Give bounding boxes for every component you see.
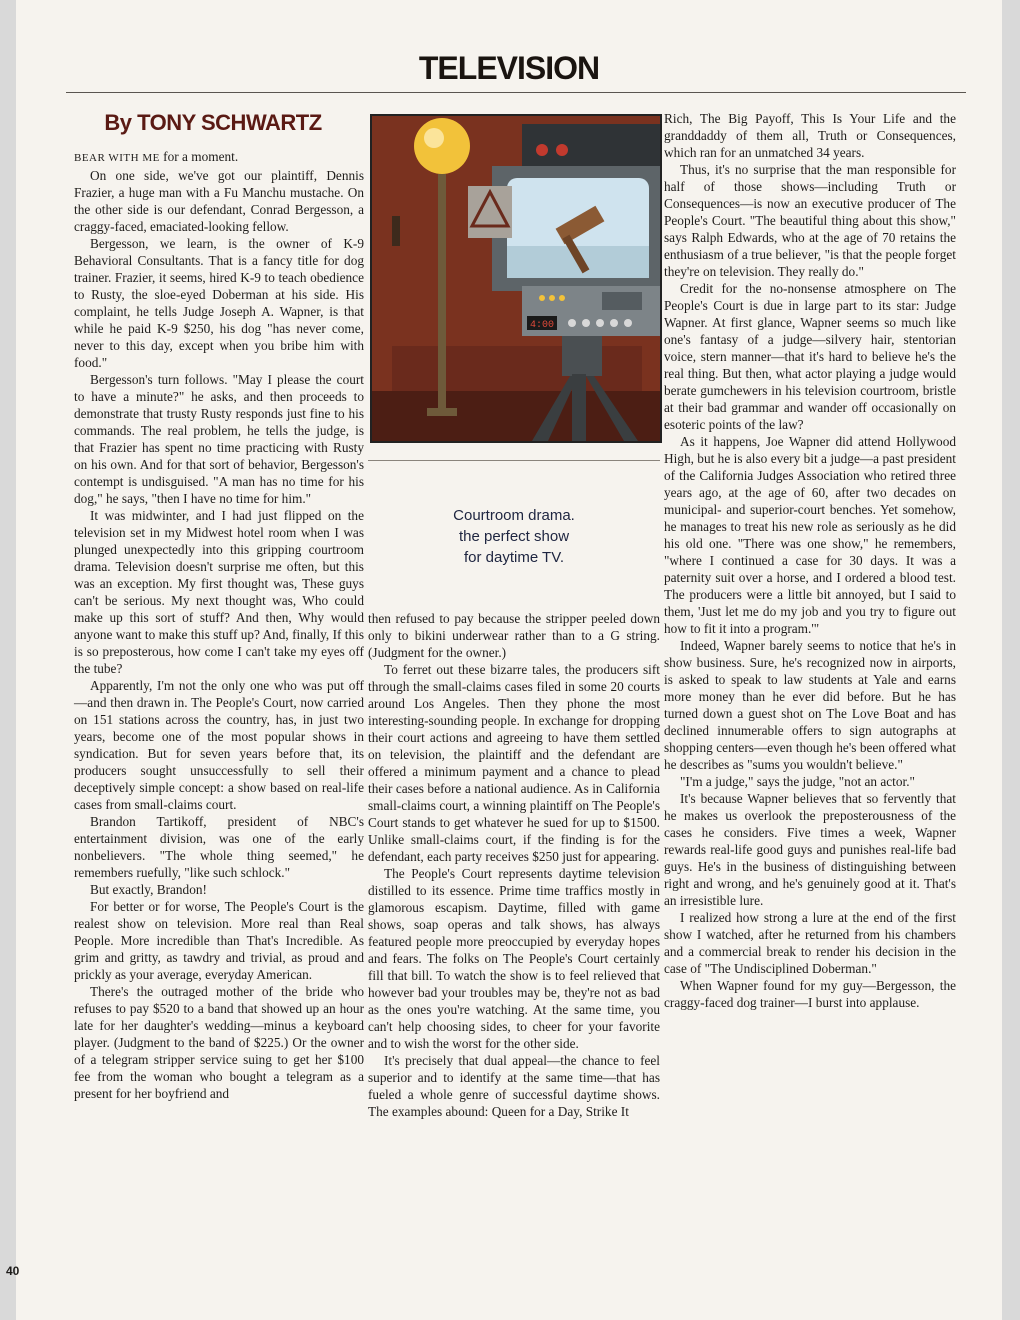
caption-rule-top bbox=[368, 460, 660, 461]
article-paragraph bbox=[664, 161, 956, 280]
article-paragraph bbox=[74, 677, 364, 813]
caption-line: for daytime TV. bbox=[463, 549, 565, 566]
paragraph-text: Brandon Tartikoff, president of NBC's entertainment division, was one of the early nonbelievers. "The whole thing seemed," he remembers ruefully, "like such schlock." bbox=[74, 814, 364, 880]
article-paragraph bbox=[74, 148, 364, 167]
paragraph-text: I realized how strong a lure at the end of the first show I watched, after he returned from his chambers and a commercial break to render his decision in the case of "The Undisciplined Doberman." bbox=[664, 910, 956, 976]
byline: By TONY SCHWARTZ bbox=[104, 110, 322, 135]
article-paragraph bbox=[74, 167, 364, 235]
article-paragraph bbox=[664, 977, 956, 1011]
paragraph-text: For better or for worse, The People's Court is the realest show on television. More real than Real People. More incredible than That's Incredible. As grim and gritty, as tawdry and trivial, as proud and prickly as your average, everyday American. bbox=[74, 899, 364, 982]
article-paragraph bbox=[74, 813, 364, 881]
article-paragraph bbox=[664, 790, 956, 909]
paragraph-text: Bergesson's turn follows. "May I please the court to have a minute?" he asks, and then proceeds to demonstrate that trusty Rusty responds just fine to his commands. The real problem, he tells the judge, is that Frazier has spent no time practicing with Rusty on his own. And for that sort of behavior, Bergesson's contempt is undisguised. "A man has no time for his dog," he says, "then I have no time for him." bbox=[74, 372, 364, 506]
article-paragraph bbox=[368, 610, 660, 661]
article-paragraph bbox=[74, 983, 364, 1102]
article-column-2 bbox=[368, 610, 660, 1120]
magazine-page bbox=[16, 0, 1002, 1320]
article-paragraph bbox=[368, 1052, 660, 1120]
paragraph-text: Rich, The Big Payoff, This Is Your Life and the granddaddy of them all, Truth or Consequences, which ran for an unmatched 34 years. bbox=[664, 111, 956, 160]
paragraph-text: As it happens, Joe Wapner did attend Hollywood High, but he is also every bit a judge—a past president of the California Judges Association who retired three years ago, at the age of 60, after two decades on municipal- and superior-court benches. Yet somehow, he manages to treat his new role as seriously as he did his old one. "There was one show," he remembers, "where I continued a case for 30 days. It was a paternity suit over a horse, and I ordered a blood test. The producers were a little bit annoyed, but I said to them, 'Just let me do my job and you try to figure out how to fit it into a program.'" bbox=[664, 434, 956, 636]
page-number: 40 bbox=[6, 1264, 20, 1278]
header-rule bbox=[66, 92, 966, 93]
caption-line: the perfect show bbox=[458, 528, 570, 545]
paragraph-text: Apparently, I'm not the only one who was put off—and then drawn in. The People's Court, now carried on 151 stations across the country, has, in just two years, become one of the most popular shows in syndication. But for seven years before that, its producers sought unsuccessfully to sell their deceptively simple concept: a show based on real-life cases from small-claims court. bbox=[74, 678, 364, 812]
article-paragraph bbox=[74, 371, 364, 507]
article-paragraph bbox=[664, 110, 956, 161]
tripod bbox=[562, 336, 602, 376]
paragraph-text: There's the outraged mother of the bride who refuses to pay $520 to a band that showed up an hour late for her daughter's wedding—minus a keyboard player. (Judgment to the band of $225.) Or the owner of a telegram stripper service suing to get her $100 fee from the woman who bought a telegram as a present for her boyfriend and bbox=[74, 984, 364, 1101]
article-paragraph bbox=[664, 280, 956, 433]
paragraph-text: The People's Court represents daytime television distilled to its essence. Prime time traffics mostly in glamorous escapism. Daytime, filled with game shows, soap operas and talk shows, has always featured people more preoccupied by everyday hopes and fears. The folks on The People's Court certainly fill that bill. To watch the show is to feel relieved that however bad your troubles may be, they're not as bad as the ones you're watching. At the same time, you can't help choosing sides, to cheer for your favorite and to wish the worst for the other side. bbox=[368, 866, 660, 1051]
article-paragraph bbox=[74, 235, 364, 371]
article-paragraph bbox=[664, 637, 956, 773]
paragraph-text: "I'm a judge," says the judge, "not an actor." bbox=[680, 774, 915, 789]
article-column-3 bbox=[664, 110, 956, 1011]
paragraph-text: It's precisely that dual appeal—the chance to feel superior and to identify at the same time—that has fueled a whole genre of successful daytime shows. The examples abound: Queen for a Day, Strike It bbox=[368, 1053, 660, 1119]
article-paragraph bbox=[74, 881, 364, 898]
section-title: TELEVISION bbox=[418, 50, 600, 86]
article-paragraph bbox=[74, 507, 364, 677]
article-paragraph bbox=[664, 433, 956, 637]
article-column-1 bbox=[74, 148, 364, 1102]
paragraph-text: Thus, it's no surprise that the man responsible for half of those shows—including Truth or Consequences—is now an executive producer of The People's Court. "The beautiful thing about this show," says Ralph Edwards, who at the age of 70 retains the enthusiasm of a true believer, "is that the people forget they're on television. They really do." bbox=[664, 162, 956, 279]
paragraph-text: To ferret out these bizarre tales, the producers sift through the small-claims cases filed in some 20 courts around Los Angeles. Then they phone the most interesting-sounding people. In exchange for dropping their court actions and agreeing to have them settled on television, the plaintiff and the defendant are offered a minimum payment and a chance to plead their cases before a national audience. As in California small-claims court, a winning plaintiff on The People's Court stands to get whatever he sued for up to $1500. Unlike small-claims court, if the finding is for the defendant, each party receives $250 just for appearing. bbox=[368, 662, 660, 864]
paragraph-text: Bergesson, we learn, is the owner of K-9 Behavioral Consultants. That is a fancy title for dog trainer. Frazier, it seems, hired K-9 to teach obedience to Rusty, the sloe-eyed Doberman at his side. His complaint, he tells Judge Joseph A. Wapner, is that while he paid K-9 $250, his dog "has never come, never to this day, except when you bribe him with food." bbox=[74, 236, 364, 370]
paragraph-text: then refused to pay because the stripper peeled down only to bikini underwear rather than to a G string. (Judgment for the owner.) bbox=[368, 611, 660, 660]
caption-line: Courtroom drama. bbox=[453, 507, 575, 524]
paragraph-text: It's because Wapner believes that so fervently that he makes us overlook the preposterousness of the cases he considers. Five times a week, Wapner rewards real-life good guys and punishes real-life bad guys. He's in the business of distinguishing between right and wrong, and he's genuinely good at it. That's an irresistible lure. bbox=[664, 791, 956, 908]
paragraph-text: for a moment. bbox=[159, 149, 239, 164]
article-paragraph bbox=[368, 865, 660, 1052]
paragraph-text: Indeed, Wapner barely seems to notice that he's in show business. Sure, he's recognized now in airports, is asked to speak to law students at Yale and earns more money than he ever did before. But he has turned down a guest shot on The Love Boat and has declined innumerable offers to sign autographs at shopping centers—even though he's been offered what he describes as "sums you wouldn't believe." bbox=[664, 638, 956, 772]
illustration-tv-camera bbox=[370, 114, 662, 443]
article-paragraph bbox=[74, 898, 364, 983]
lamp-globe-icon bbox=[414, 118, 470, 174]
screen-clock: 4:00 bbox=[529, 320, 555, 331]
paragraph-text: It was midwinter, and I had just flipped on the television set in my Midwest hotel room when I was plunged unexpectedly into this gripping courtroom drama. Television doesn't surprise me often, but this was an exception. My first thought was, These guys can't be serious. My next thought was, Who could make up this sort of stuff? And then, Why would anyone want to make this stuff up? And, finally, If this is so preposterous, how come I can't take my eyes off the tube? bbox=[74, 508, 364, 676]
paragraph-text: Credit for the no-nonsense atmosphere on The People's Court is due in large part to its star: Judge Wapner. At first glance, Wapner seems so much like one's fantasy of a judge—silvery hair, stentorian voice, stern manner—that it's hard to believe he's the real thing. But then, what actor playing a judge would berate gumchewers in his television courtroom, bristle at their bad grammar and wander off occasionally on esoteric points of the law? bbox=[664, 281, 956, 432]
article-paragraph bbox=[664, 909, 956, 977]
paragraph-text: When Wapner found for my guy—Bergesson, the craggy-faced dog trainer—I burst into applause. bbox=[664, 978, 956, 1010]
paragraph-text: On one side, we've got our plaintiff, Dennis Frazier, a huge man with a Fu Manchu mustache. On the other side is our defendant, Conrad Bergesson, a craggy-faced, emaciated-looking fellow. bbox=[74, 168, 364, 234]
photo-caption bbox=[368, 505, 660, 568]
article-paragraph bbox=[368, 661, 660, 865]
paragraph-text: But exactly, Brandon! bbox=[90, 882, 207, 897]
article-paragraph bbox=[664, 773, 956, 790]
lead-in: BEAR WITH ME bbox=[74, 152, 160, 164]
